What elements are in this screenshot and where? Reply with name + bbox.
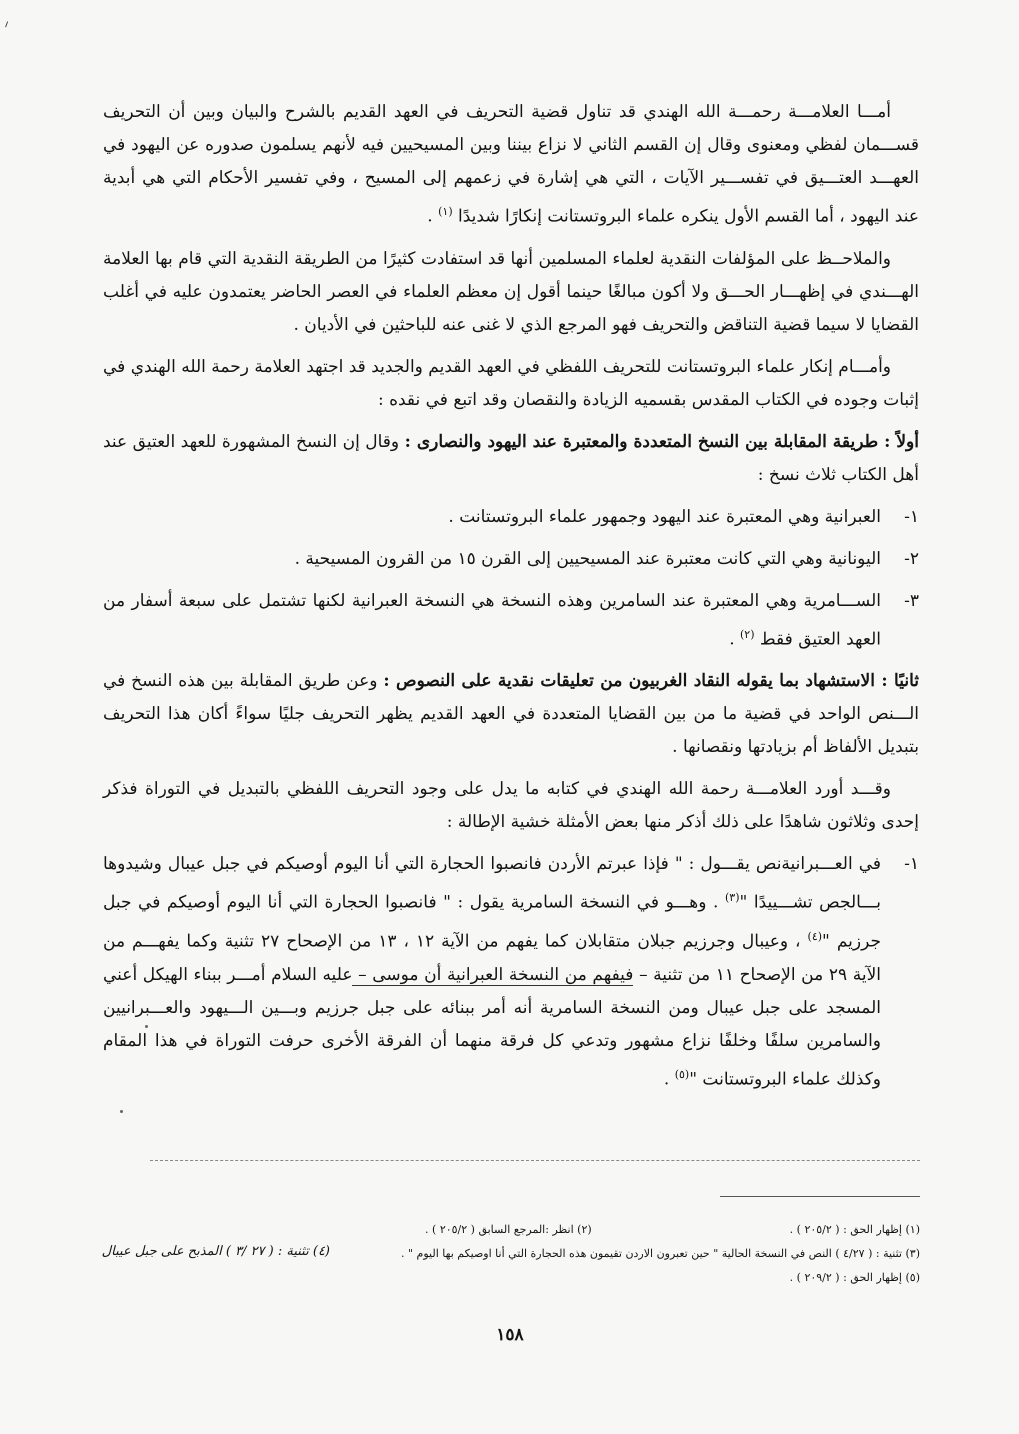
list-item [103,585,919,657]
scan-dashed-rule [150,1160,920,1161]
paragraph-1 [103,96,919,234]
footnote-4-handwritten: (٤) تثنية : ( ٢٧ /٣ ) المذبح على جبل عيبال [101,1244,330,1259]
footnote-ref-5: (٥) [674,1067,690,1081]
list-text: العبرانية وهي المعتبرة عند اليهود وجمهور علماء البروتستانت . [448,506,881,527]
footnote-5: (٥) إظهار الحق : ( ٢٠٩/٢ ) . [789,1271,920,1284]
footnote-separator [720,1196,920,1197]
example-text-d: أمـــر ببناء الهيكل أعني المسجد على جبل عيبال ومن النسخة السامرية أنه أمر ببنائه على جبل جرزيم وبـــين الـــيهود والعـــبرانيين والسامرين سلفًا وخلفًا نزاع مشهور وتدعي كل فرقة منهما أن الفرقة الأخرى حرفت التوراة في هذا المقام وكذلك علماء البروتستانت " [103,964,881,1090]
footnote-row [104,1218,920,1242]
paragraph-1-end: . [427,206,439,227]
section-heading-1: أولاً : طريقة المقابلة بين النسخ المتعددة والمعتبرة عند اليهود والنصارى : [404,431,919,452]
paragraph-5-text: وعن طريق المقابلة بين هذه النسخ في الـــنص الواحد في قضية ما من بين القضايا المتعددة في العهد القديم يظهر التحريف جليًا سواءً أكان هذا التحريف بتبديل الألفاظ أم بزيادتها ونقصانها . [103,671,919,758]
list-item [103,543,919,576]
footnote-row [104,1266,920,1290]
paragraph-4 [103,426,919,492]
page-number: ١٥٨ [496,1325,524,1345]
list-text [103,585,881,657]
main-text [103,96,919,1105]
paragraph-5 [103,665,919,764]
paragraph-3: وأمـــام إنكار علماء البروتستانت للتحريف اللفظي في العهد القديم والجديد قد اجتهد العلامة رحمة الله الهندي في إثبات وجوده في الكتاب المقدس بقسميه الزيادة والنقصان وقد اتبع في نقده : [103,356,919,410]
list-number: ١- [904,506,919,527]
example-item [103,848,919,1096]
example-number: ١- [904,854,919,875]
example-text-c: ، وعيبال وجرزيم جبلان متقابلان كما يفهم من الآية ١٢ ، ١٣ من الإصحاح ٢٧ تثنية وكما يفهـــم من الآية ٢٩ من الإصحاح ١١ من تثنية – [103,931,881,985]
underlined-phrase: فيفهم من النسخة العبرانية أن موسى – [352,964,634,985]
paragraph-1-text: أمـــا العلامـــة رحمـــة الله الهندي قد تناول قضية التحريف في العهد القديم بالشرح والبيان وبين أن التحريف قســـمان لفظي ومعنوى وقال إن القسم الثاني لا نزاع بيننا وبين المسيحيين فيه لأنهم يسلمون صدوره عن اليهود في العهـــد العتـــيق في تفســـير الآيات ، التي هي إشارة في زعمهم إلى المسيح ، وفي تفسير الأحكام التي هي أبدية عند اليهود ، أما القسم الأول ينكره علماء البروتستانت إنكارًا شديدًا [103,102,919,227]
footnote-1: (١) إظهار الحق : ( ٢٠٥/٢ ) . [789,1223,920,1236]
paragraph-2: والملاحــظ على المؤلفات النقدية لعلماء المسلمين أنها قد استفادت كثيرًا من الطريقة النقدية التي قام بها العلامة الهـــندي في إظهـــار الحـــق ولا أكون مبالغًا حينما أقول إن معظم العلماء في العصر الحاضر يعتمدون عليه في أغلب القضايا لا سيما قضية التناقض والتحريف فهو المرجع الذي لا غنى عنه للباحثين في الأديان . [103,248,919,335]
footnote-ref-2: (٢) [740,627,755,641]
list-number: ٣- [904,590,919,611]
example-text-end: . [663,1069,675,1090]
list-text: اليونانية وهي التي كانت معتبرة عند المسيحيين إلى القرن ١٥ من القرون المسيحية . [294,548,881,569]
example-text [103,848,881,1096]
honorific-glyph: عليه السلام [271,964,353,985]
list-item [103,501,919,534]
footnote-ref-1: (١) [438,205,453,218]
list-text-end: . [729,629,740,650]
example-text-b: . وهـــو في النسخة السامرية يقول : " فانصبوا الحجارة التي أنا اليوم أوصيكم في جبل جرزيم " [103,892,881,952]
paragraph-6: وقـــد أورد العلامـــة رحمة الله الهندي في كتابه ما يدل على وجود التحريف اللفظي بالتبديل في التوراة فذكر إحدى وثلاثون شاهدًا على ذلك أذكر منها بعض الأمثلة خشية الإطالة : [103,779,919,833]
footnote-2: (٢) انظر :المرجع السابق ( ٢٠٥/٢ ) . [425,1223,592,1236]
scan-dot [145,1025,148,1028]
footnote-3: (٣) تثنية : ( ٤/٢٧ ) النص في النسخة الحالية " حين تعبرون الاردن تقيمون هذه الحجارة التي أنا اوصيكم بها اليوم " . [401,1247,920,1260]
list-number: ٢- [904,548,919,569]
paragraph-4-text: وقال إن النسخ المشهورة للعهد العتيق عند أهل الكتاب ثلاث نسخ : [103,431,919,485]
scan-artifact [5,21,12,28]
example-text-a: في العـــبرانيةنص يقـــول : " فإذا عبرتم الأردن فانصبوا الحجارة التي أنا اليوم أوصيكم في جبل عيبال وشيدوها بـــالجص تشـــييدًا " [103,854,881,913]
footnote-ref-4: (٤) [807,929,823,943]
list-text-body: الســـامرية وهي المعتبرة عند السامرين وهذه النسخة هي النسخة العبرانية لكنها تشتمل على سبعة أسفار من العهد العتيق فقط [103,590,881,650]
footnote-ref-3: (٣) [724,891,740,905]
scan-dot [120,1110,123,1113]
section-heading-2: ثانيًا : الاستشهاد بما يقوله النقاد الغربيون من تعليقات نقدية على النصوص : [383,671,919,692]
